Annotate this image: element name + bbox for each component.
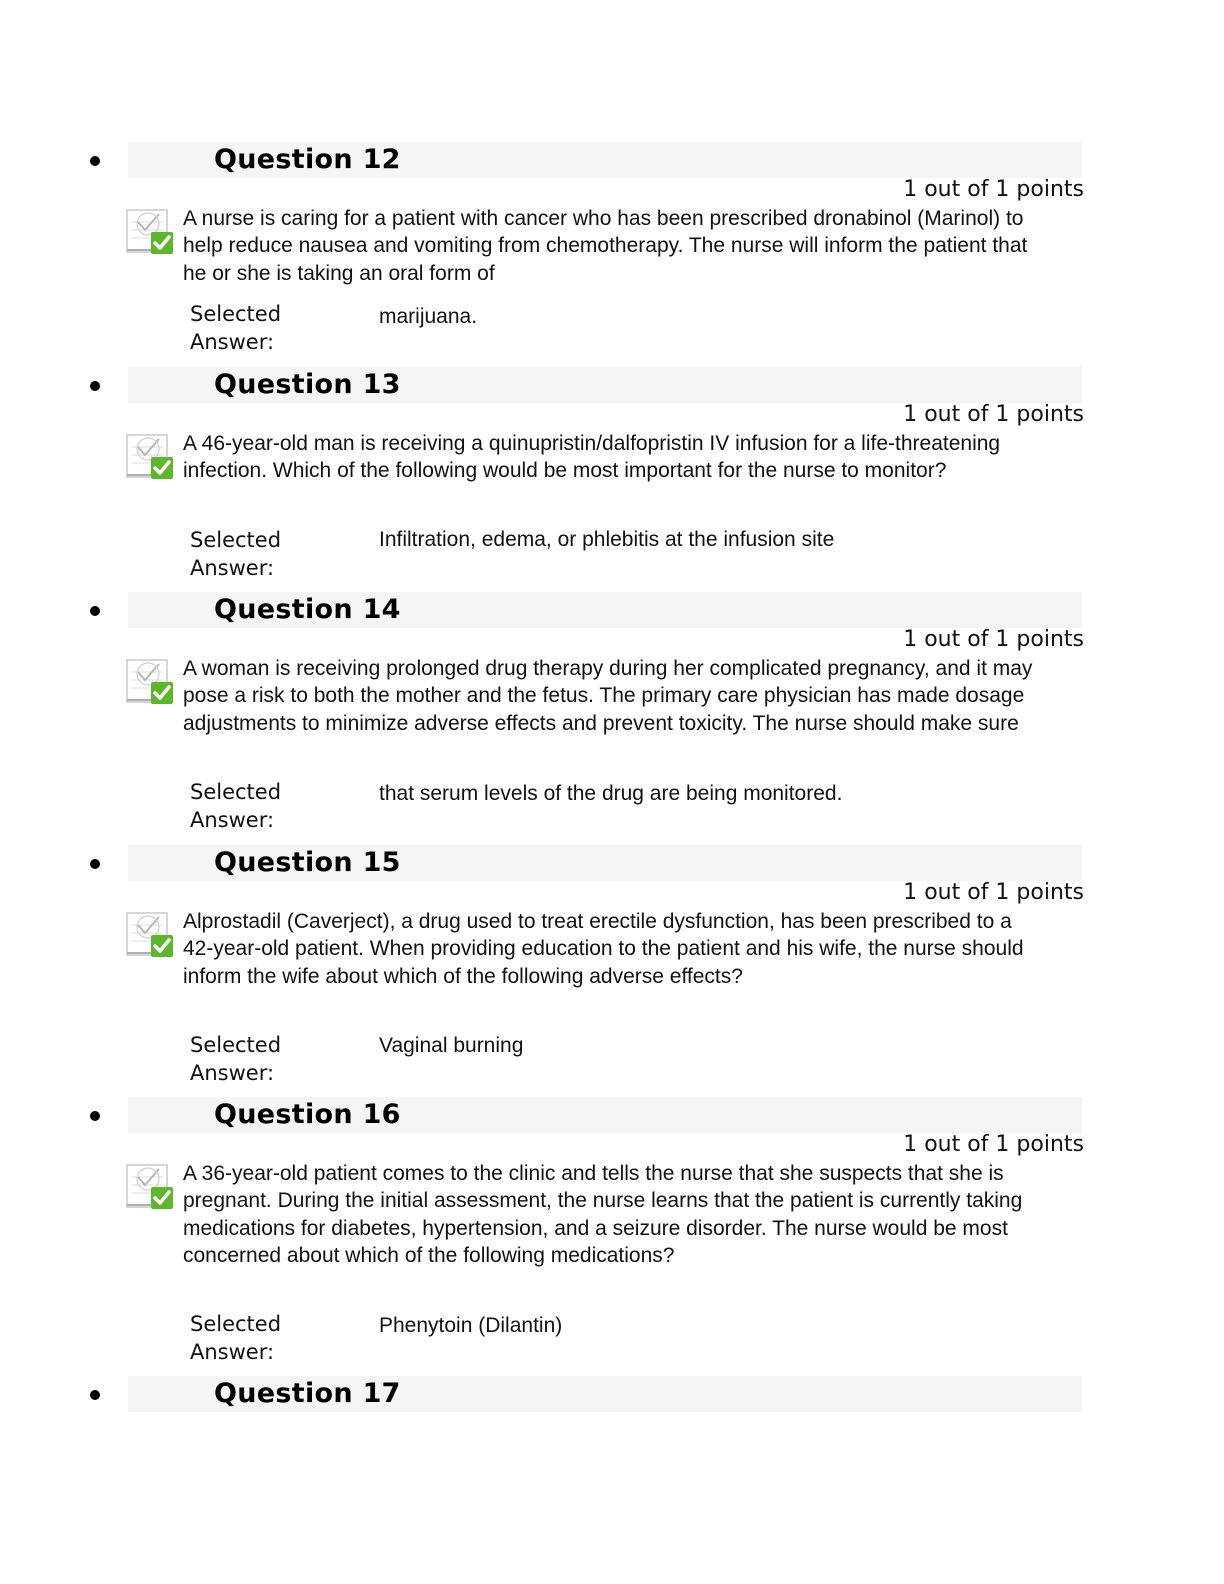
question-text: A woman is receiving prolonged drug therapy during her complicated pregnancy, and it may pose a risk to both the mother and the fetus. The primary care physician has made dosage adjustments to minimize adverse effects and prevent toxicity. The nurse should make sure	[183, 657, 1033, 735]
question-points: 1 out of 1 points	[903, 627, 1084, 652]
bullet-icon	[90, 606, 100, 616]
bullet-icon	[90, 1390, 100, 1400]
selected-answer-label: Selected Answer:	[190, 528, 282, 580]
selected-answer-label: Selected Answer:	[190, 1033, 282, 1085]
question-points: 1 out of 1 points	[903, 402, 1084, 427]
question-text: Alprostadil (Caverject), a drug used to treat erectile dysfunction, has been prescribed to a 42-year-old patient. When providing education to the patient and his wife, the nurse should inform the wife about which of the following adverse effects?	[183, 910, 1024, 988]
question-title: Question 13	[214, 369, 401, 400]
question-title: Question 15	[214, 847, 401, 878]
selected-answer-value: that serum levels of the drug are being monitored.	[379, 782, 843, 805]
selected-answer-label: Selected Answer:	[190, 1312, 282, 1364]
selected-answer-value: Phenytoin (Dilantin)	[379, 1314, 563, 1337]
question-title: Question 14	[214, 594, 401, 625]
selected-answer-value: Infiltration, edema, or phlebitis at the infusion site	[379, 528, 835, 551]
question-points: 1 out of 1 points	[903, 880, 1084, 905]
question-title: Question 16	[214, 1099, 401, 1130]
question-text: A 36-year-old patient comes to the clinic and tells the nurse that she suspects that she is pregnant. During the initial assessment, the nurse learns that the patient is currently taking medications for diabetes, hypertension, and a seizure disorder. The nurse would be most concerned about which of the following medications?	[183, 1162, 1023, 1267]
correct-check-icon	[126, 909, 178, 961]
bullet-icon	[90, 381, 100, 391]
bullet-icon	[90, 859, 100, 869]
correct-check-icon	[126, 656, 178, 708]
question-title: Question 12	[214, 144, 401, 175]
correct-check-icon	[126, 431, 178, 483]
bullet-icon	[90, 1111, 100, 1121]
question-title: Question 17	[214, 1378, 401, 1409]
question-points: 1 out of 1 points	[903, 177, 1084, 202]
question-points: 1 out of 1 points	[903, 1132, 1084, 1157]
selected-answer-value: Vaginal burning	[379, 1034, 524, 1057]
question-text: A 46-year-old man is receiving a quinupristin/dalfopristin IV infusion for a life-threatening infection. Which of the following would be most important for the nurse to monitor?	[183, 432, 1001, 483]
selected-answer-label: Selected Answer:	[190, 780, 282, 832]
correct-check-icon	[126, 206, 178, 258]
selected-answer-value: marijuana.	[379, 305, 478, 328]
question-text: A nurse is caring for a patient with cancer who has been prescribed dronabinol (Marinol) to help reduce nausea and vomiting from chemotherapy. The nurse will inform the patient that he or she is taking an oral form of	[183, 207, 1028, 285]
correct-check-icon	[126, 1161, 178, 1213]
bullet-icon	[90, 156, 100, 166]
selected-answer-label: Selected Answer:	[190, 302, 282, 354]
